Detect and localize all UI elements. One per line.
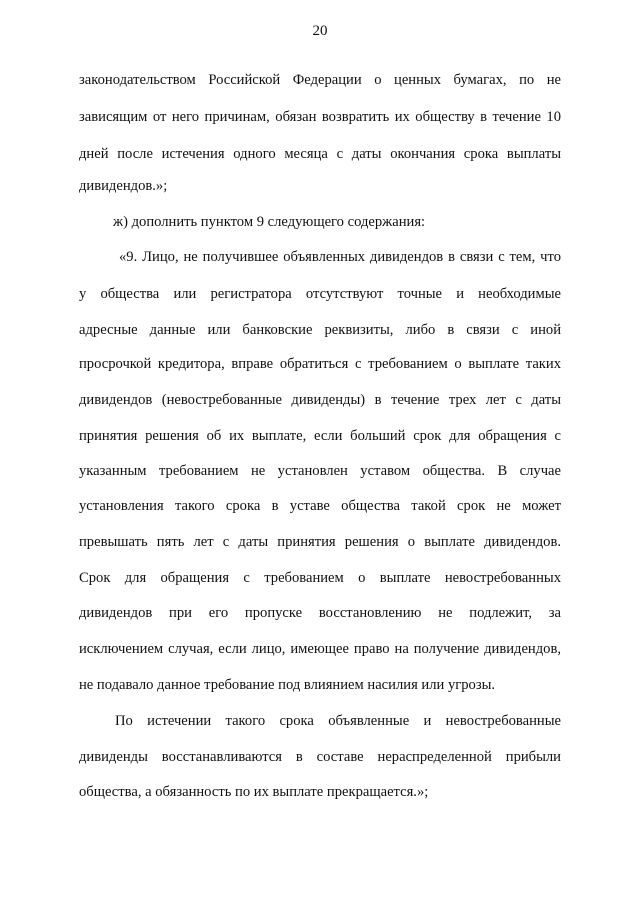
text-line: общества, а обязанность по их выплате прекращается.»; bbox=[79, 784, 429, 800]
text-line: законодательством Российской Федерации о ценных бумагах, по не bbox=[79, 72, 561, 88]
text-line: дивиденды восстанавливаются в составе нераспределенной прибыли bbox=[79, 749, 561, 765]
text-line: адресные данные или банковские реквизиты, либо в связи с иной bbox=[79, 322, 561, 338]
text-line: ж) дополнить пунктом 9 следующего содержания: bbox=[113, 214, 426, 230]
text-line: не подавало данное требование под влиянием насилия или угрозы. bbox=[79, 677, 496, 693]
text-line: зависящим от него причинам, обязан возвратить их обществу в течение 10 bbox=[79, 109, 561, 125]
text-line: просрочкой кредитора, вправе обратиться с требованием о выплате таких bbox=[79, 356, 561, 372]
text-line: По истечении такого срока объявленные и невостребованные bbox=[115, 713, 561, 729]
text-line: «9. Лицо, не получившее объявленных дивидендов в связи с тем, что bbox=[119, 249, 561, 265]
text-line: дивидендов (невостребованные дивиденды) в течение трех лет с даты bbox=[79, 392, 561, 408]
text-line: установления такого срока в уставе общества такой срок не может bbox=[79, 498, 561, 514]
text-line: принятия решения об их выплате, если больший срок для обращения с bbox=[79, 428, 561, 444]
text-line: дней после истечения одного месяца с даты окончания срока выплаты bbox=[79, 146, 561, 162]
text-line: исключением случая, если лицо, имеющее право на получение дивидендов, bbox=[79, 641, 561, 657]
text-line: Срок для обращения с требованием о выплате невостребованных bbox=[79, 570, 561, 586]
text-line: указанным требованием не установлен уставом общества. В случае bbox=[79, 463, 561, 479]
text-line: дивидендов.»; bbox=[79, 178, 168, 194]
page-number: 20 bbox=[312, 23, 328, 39]
text-line: дивидендов при его пропуске восстановлению не подлежит, за bbox=[79, 605, 561, 621]
text-line: превышать пять лет с даты принятия решения о выплате дивидендов. bbox=[79, 534, 561, 550]
text-line: у общества или регистратора отсутствуют точные и необходимые bbox=[79, 286, 561, 302]
